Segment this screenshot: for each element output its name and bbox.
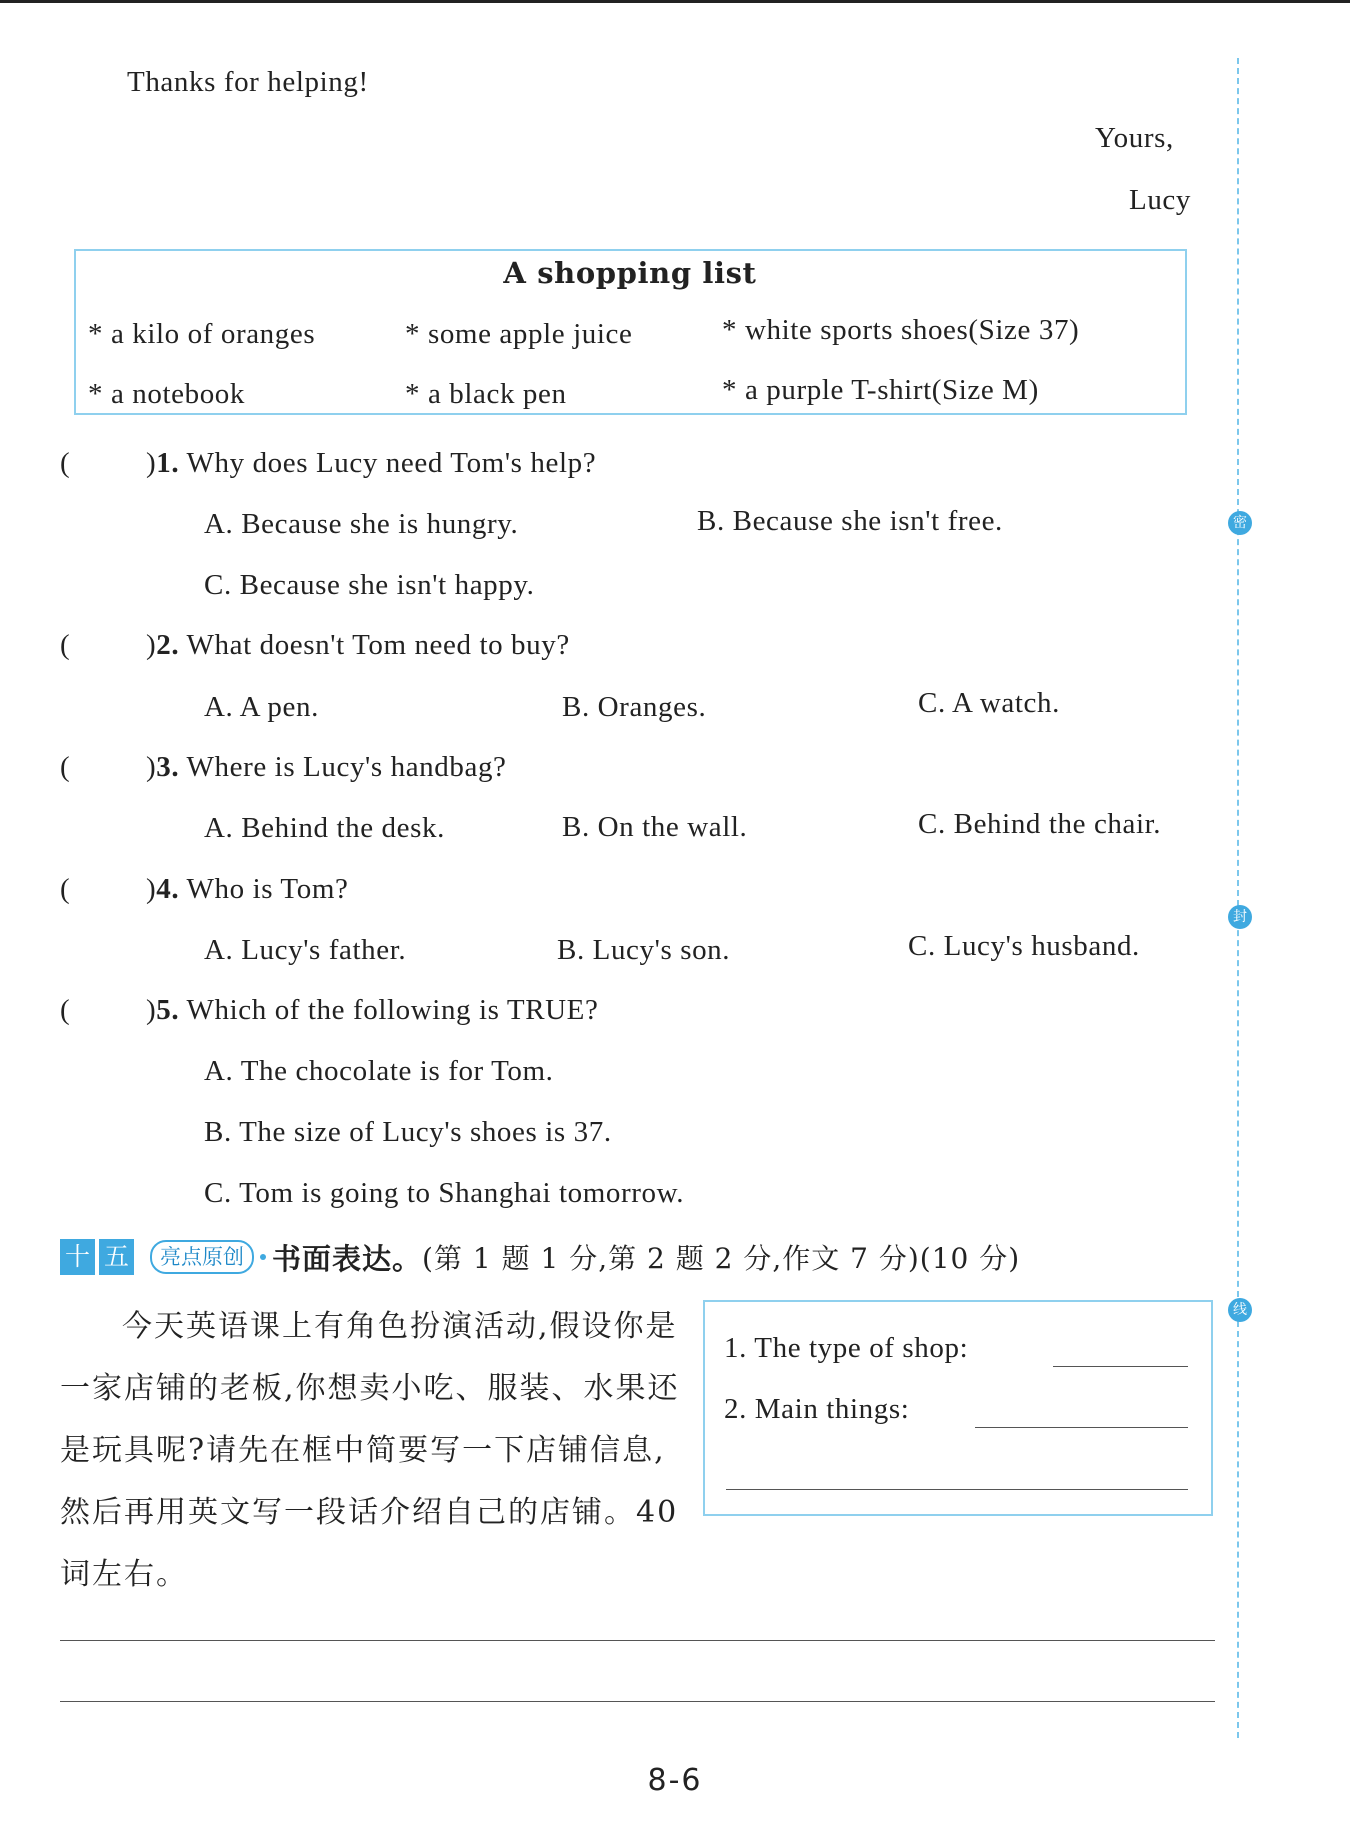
- shopping-item: * white sports shoes(Size 37): [722, 314, 1080, 346]
- q2-option-c: C. A watch.: [918, 687, 1060, 719]
- answer-paren-open: (: [60, 873, 71, 905]
- question-1: )1. Why does Lucy need Tom's help?: [146, 447, 597, 479]
- q5-option-c: C. Tom is going to Shanghai tomorrow.: [204, 1177, 685, 1209]
- answer-paren-open: (: [60, 629, 71, 661]
- q3-option-b: B. On the wall.: [562, 811, 748, 843]
- writing-instructions: 今天英语课上有角色扮演活动,假设你是一家店铺的老板,你想卖小吃、服装、水果还是玩具呢?请先在框中简要写一下店铺信息,然后再用英文写一段话介绍自己的店铺。40 词左右。: [60, 1309, 680, 1592]
- q3-option-c: C. Behind the chair.: [918, 808, 1162, 840]
- binding-mark-xian: 线: [1228, 1298, 1252, 1322]
- q5-option-a: A. The chocolate is for Tom.: [204, 1055, 554, 1087]
- q1-option-c: C. Because she isn't happy.: [204, 569, 535, 601]
- section-score: (第 1 题 1 分,第 2 题 2 分,作文 7 分)(10 分): [422, 1242, 1021, 1275]
- answer-paren-open: (: [60, 751, 71, 783]
- top-border: [0, 0, 1350, 3]
- letter-closing: Yours,: [1095, 122, 1174, 154]
- q1-option-a: A. Because she is hungry.: [204, 508, 519, 540]
- q5-option-b: B. The size of Lucy's shoes is 37.: [204, 1116, 612, 1148]
- letter-signature: Lucy: [1129, 184, 1191, 216]
- answer-paren-open: (: [60, 447, 71, 479]
- writing-line[interactable]: [60, 1701, 1215, 1702]
- answer-paren-open: (: [60, 994, 71, 1026]
- shopping-item: * some apple juice: [405, 318, 633, 350]
- question-5: )5. Which of the following is TRUE?: [146, 994, 599, 1026]
- main-things-label: 2. Main things:: [724, 1393, 910, 1425]
- question-4: )4. Who is Tom?: [146, 873, 349, 905]
- letter-thanks: Thanks for helping!: [127, 66, 369, 98]
- main-things-blank[interactable]: [975, 1427, 1188, 1428]
- section-15-heading: [60, 1238, 1020, 1276]
- shopping-item: * a kilo of oranges: [88, 318, 316, 350]
- q1-option-b: B. Because she isn't free.: [697, 505, 1003, 537]
- dot-separator: [260, 1254, 266, 1260]
- q4-option-a: A. Lucy's father.: [204, 934, 407, 966]
- shopping-list-title: A shopping list: [503, 256, 757, 290]
- binding-mark-mi: 密: [1228, 511, 1252, 535]
- shop-type-label: 1. The type of shop:: [724, 1332, 969, 1364]
- shopping-item: * a purple T-shirt(Size M): [722, 374, 1039, 406]
- binding-dashed-line: [1237, 58, 1239, 1738]
- shopping-item: * a black pen: [405, 378, 567, 410]
- original-badge: 亮点原创: [150, 1240, 254, 1274]
- q2-option-b: B. Oranges.: [562, 691, 707, 723]
- shopping-item: * a notebook: [88, 378, 246, 410]
- main-things-blank-2[interactable]: [726, 1489, 1188, 1490]
- section-number: 五: [99, 1239, 134, 1275]
- question-3: )3. Where is Lucy's handbag?: [146, 751, 507, 783]
- q3-option-a: A. Behind the desk.: [204, 812, 445, 844]
- section-title: 书面表达。: [272, 1241, 423, 1276]
- page-number: 8-6: [647, 1763, 703, 1798]
- shop-type-blank[interactable]: [1053, 1366, 1188, 1367]
- q4-option-c: C. Lucy's husband.: [908, 930, 1140, 962]
- writing-line[interactable]: [60, 1640, 1215, 1641]
- q4-option-b: B. Lucy's son.: [557, 934, 731, 966]
- binding-mark-feng: 封: [1228, 905, 1252, 929]
- q2-option-a: A. A pen.: [204, 691, 319, 723]
- question-2: )2. What doesn't Tom need to buy?: [146, 629, 570, 661]
- section-number: 十: [60, 1239, 95, 1275]
